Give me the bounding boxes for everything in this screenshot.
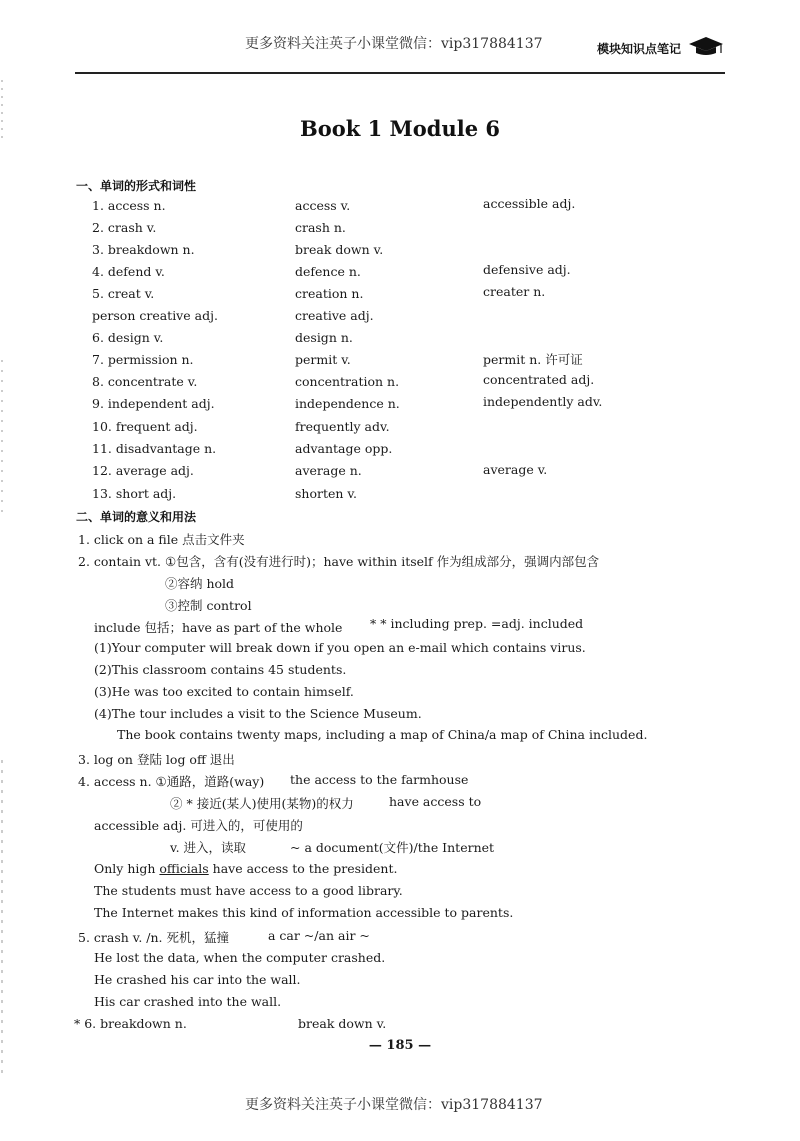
table-cell: 5. creat v.: [92, 286, 155, 301]
text-line: ②容纳 hold: [165, 576, 235, 591]
text-line: 4. access n. ①通路，道路(way): [78, 774, 265, 789]
example-sentence: The students must have access to a good library.: [94, 883, 403, 898]
section2-heading: 二、单词的意义和用法: [76, 510, 197, 524]
example-sentence: The Internet makes this kind of information accessible to parents.: [94, 905, 514, 920]
example-sentence: (2)This classroom contains 45 students.: [94, 662, 347, 677]
table-cell: 7. permission n.: [92, 352, 194, 367]
text-line: a car ~/an air ~: [268, 928, 370, 943]
text-line: * 6. breakdown n.: [74, 1016, 187, 1031]
example-sentence: (1)Your computer will break down if you open an e-mail which contains virus.: [94, 640, 586, 655]
text-line: 3. log on 登陆 log off 退出: [78, 752, 235, 767]
example-sentence: (3)He was too excited to contain himself.: [94, 684, 354, 699]
table-cell: shorten v.: [295, 486, 357, 501]
table-cell: creater n.: [483, 284, 546, 299]
example-sentence: His car crashed into the wall.: [94, 994, 282, 1009]
text-line: ③控制 control: [165, 598, 252, 613]
text-line: include 包括；have as part of the whole: [94, 620, 343, 635]
example-sentence: He crashed his car into the wall.: [94, 972, 301, 987]
header-tag: 模块知识点笔记: [597, 42, 682, 56]
text-run: Only high: [94, 861, 160, 876]
text-line: 1. click on a file 点击文件夹: [78, 532, 245, 547]
table-cell: independence n.: [295, 396, 400, 411]
table-cell: 8. concentrate v.: [92, 374, 198, 389]
header-rule: [75, 72, 725, 74]
text-line: 2. contain vt. ①包含，含有(没有进行时)；have within itself 作为组成部分，强调内部包含: [78, 554, 600, 569]
table-cell: 11. disadvantage n.: [92, 441, 217, 456]
table-cell: 4. defend v.: [92, 264, 165, 279]
table-cell: 3. breakdown n.: [92, 242, 195, 257]
table-cell: creative adj.: [295, 308, 374, 323]
table-cell: permit v.: [295, 352, 351, 367]
table-cell: advantage opp.: [295, 441, 393, 456]
page-title: Book 1 Module 6: [299, 116, 500, 141]
example-sentence: (4)The tour includes a visit to the Science Museum.: [94, 706, 422, 721]
text-line: * * including prep. =adj. included: [370, 616, 584, 631]
text-line: v. 进入，读取: [170, 840, 247, 855]
text-line: break down v.: [298, 1016, 387, 1031]
table-cell: 9. independent adj.: [92, 396, 215, 411]
table-cell: defence n.: [295, 264, 361, 279]
table-cell: frequently adv.: [295, 419, 390, 434]
example-sentence: The book contains twenty maps, including a map of China/a map of China included.: [117, 727, 648, 742]
text-line: have access to: [389, 794, 482, 809]
text-line: ~ a document(文件)/the Internet: [290, 840, 495, 855]
table-cell: concentration n.: [295, 374, 400, 389]
text-run: have access to the president.: [208, 861, 398, 876]
table-cell: defensive adj.: [483, 262, 571, 277]
table-cell: accessible adj.: [483, 196, 576, 211]
table-cell: average n.: [295, 463, 362, 478]
example-sentence: He lost the data, when the computer crashed.: [94, 950, 386, 965]
text-line: the access to the farmhouse: [290, 772, 469, 787]
text-line: 5. crash v. /n. 死机，猛撞: [78, 930, 230, 945]
watermark-top: 更多资料关注英子小课堂微信：vip317884137: [245, 36, 543, 52]
table-cell: creation n.: [295, 286, 364, 301]
table-cell: 12. average adj.: [92, 463, 194, 478]
table-cell: average v.: [483, 462, 548, 477]
text-line: ② * 接近(某人)使用(某物)的权力: [170, 796, 354, 811]
watermark-bottom: 更多资料关注英子小课堂微信：vip317884137: [245, 1097, 543, 1113]
underlined-word: officials: [159, 861, 209, 876]
table-cell: independently adv.: [483, 394, 603, 409]
table-cell: 1. access n.: [92, 198, 166, 213]
example-sentence: [94, 861, 397, 876]
table-cell: 13. short adj.: [92, 486, 177, 501]
table-cell: concentrated adj.: [483, 372, 595, 387]
table-cell: permit n. 许可证: [483, 352, 583, 367]
graduation-cap-icon: [688, 35, 724, 57]
table-cell: 10. frequent adj.: [92, 419, 198, 434]
table-cell: crash n.: [295, 220, 346, 235]
table-cell: person creative adj.: [92, 308, 218, 323]
section1-heading: 一、单词的形式和词性: [76, 179, 197, 193]
text-line: accessible adj. 可进入的，可使用的: [94, 818, 303, 833]
scan-edge-marks: [0, 0, 6, 1141]
page-number: — 185 —: [368, 1038, 432, 1053]
table-cell: design n.: [295, 330, 353, 345]
table-cell: 2. crash v.: [92, 220, 157, 235]
table-cell: 6. design v.: [92, 330, 164, 345]
table-cell: break down v.: [295, 242, 384, 257]
table-cell: access v.: [295, 198, 351, 213]
